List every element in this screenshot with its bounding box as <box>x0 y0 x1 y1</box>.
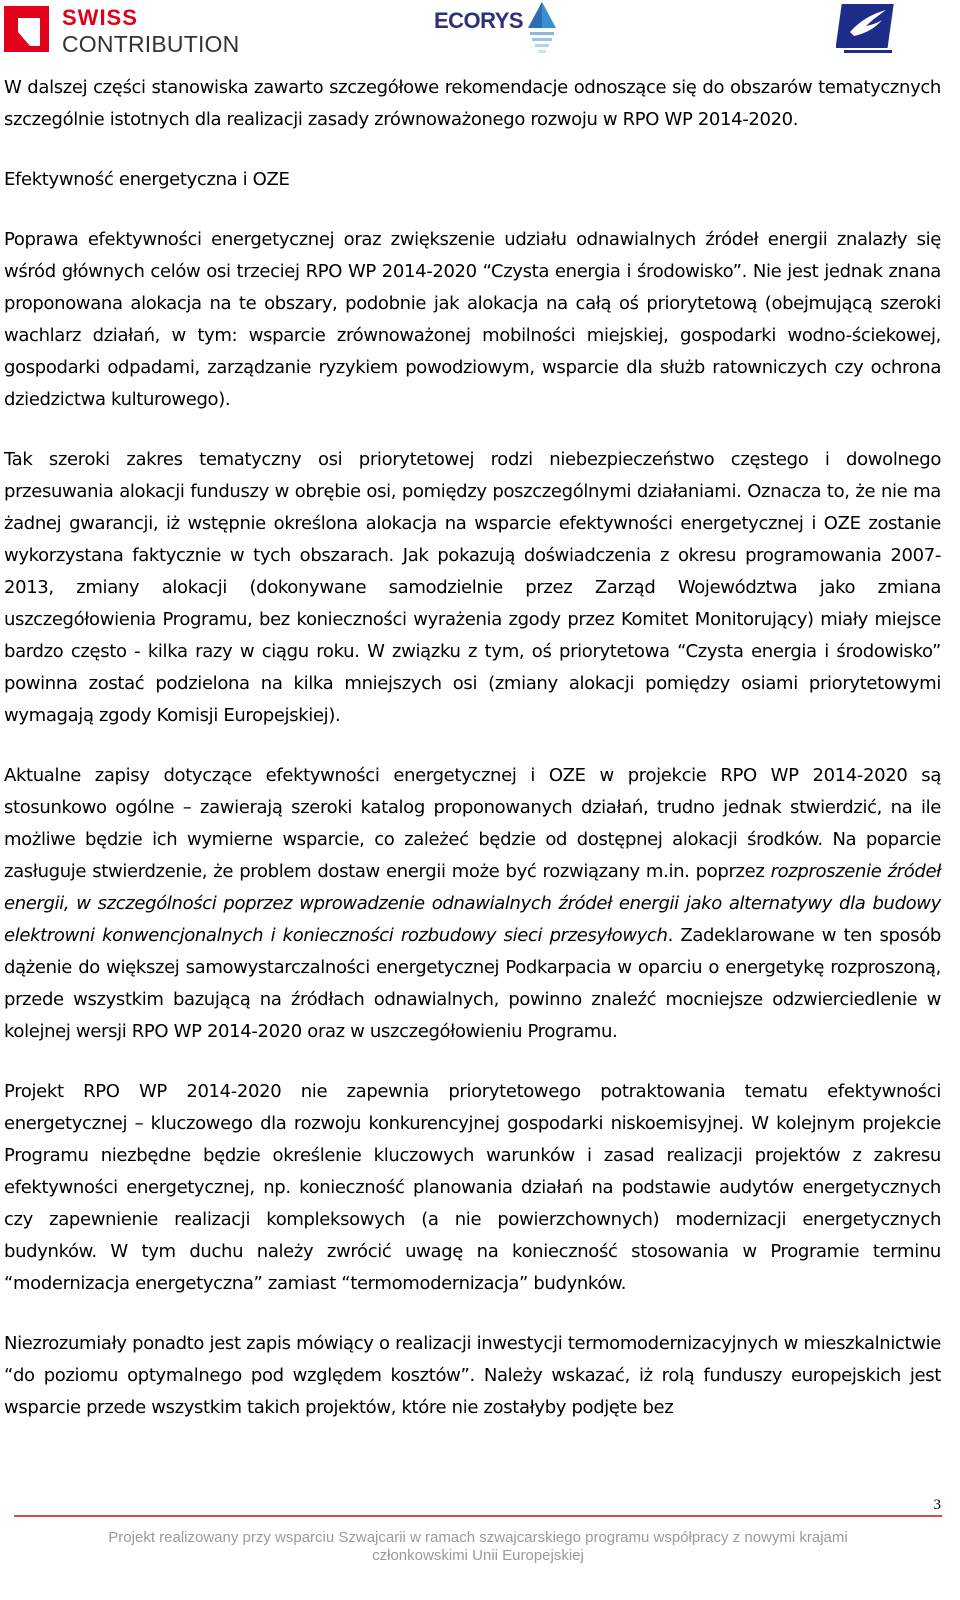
italic-quote: rozproszenie źródeł energii, w szczególności poprzez wprowadzenie odnawialnych źródeł energii jako alternatywy dla budowy elektrowni konwencjonalnych i konieczności rozbudowy sieci przesyłowych <box>4 861 942 946</box>
eurotrening-bird-logo-icon <box>836 2 900 56</box>
section-heading: Efektywność energetyczna i OZE <box>4 169 290 190</box>
paragraph-energy-efficiency: Projekt RPO WP 2014-2020 nie zapewnia priorytetowego potraktowania tematu efektywności energetycznej – kluczowego dla rozwoju konkurencyjnej gospodarki niskoemisyjnej. W kolejnym projekcie Programu niezbędne będzie określenie kluczowych warunków i zasad realizacji projektów z zakresu efektywności energetycznej, np. konieczność planowania działań na podstawie audytów energetycznych czy zapewnienie realizacji kompleksowych (a nie powierzchownych) modernizacji energetycznych budynków. W tym duchu należy zwrócić uwagę na konieczność stosowania w Programie terminu “modernizacja energetyczna” zamiast “termomodernizacja” budynków. <box>4 1081 941 1294</box>
ecorys-logo-text: ECORYS <box>434 8 524 33</box>
document-body <box>4 72 941 1452</box>
footer-note <box>14 1529 942 1565</box>
paragraph-text-end: . Zadeklarowane w ten sposób dążenie do większej samowystarczalności energetycznej Podkarpacia w oparciu o energetykę rozproszoną, przede wszystkim bazującą na źródłach odnawialnych, powinno znaleźć mocniejsze odzwierciedlenie w kolejnej wersji RPO WP 2014-2020 oraz w uszczegółowieniu Programu. <box>4 925 941 1042</box>
footer-line2: członkowskimi Unii Europejskiej <box>372 1547 584 1564</box>
paragraph-allocation: Poprawa efektywności energetycznej oraz zwiększenie udziału odnawialnych źródeł energii znalazły się wśród głównych celów osi trzeciej RPO WP 2014-2020 “Czysta energia i środowisko”. Nie jest jednak znana proponowana alokacja na te obszary, podobnie jak alokacja na całą oś priorytetową (obejmującą szeroki wachlarz działań, w tym: wsparcie zrównoważonej mobilności miejskiej, gospodarki wodno-ściekowej, gospodarki odpadami, zarządzanie ryzykiem powodziowym, wsparcie dla służb ratowniczych czy ochrona dziedzictwa kulturowego). <box>4 229 941 410</box>
paragraph-current-provisions <box>4 760 941 1048</box>
footer-line1: Projekt realizowany przy wsparciu Szwajcarii w ramach szwajcarskiego programu współpracy z nowymi krajami <box>108 1529 848 1546</box>
swiss-contribution-logo <box>4 4 240 57</box>
intro-paragraph: W dalszej części stanowiska zawarto szczegółowe rekomendacje odnoszące się do obszarów tematycznych szczególnie istotnych dla realizacji zasady zrównoważonego rozwoju w RPO WP 2014-2020. <box>4 77 941 130</box>
swiss-logo-line1: SWISS <box>62 5 138 30</box>
paragraph-priority-axis: Tak szeroki zakres tematyczny osi priorytetowej rodzi niebezpieczeństwo częstego i dowolnego przesuwania alokacji funduszy w obrębie osi, pomiędzy poszczególnymi działaniami. Oznacza to, że nie ma żadnej gwarancji, iż wstępnie określona alokacja na wsparcie efektywności energetycznej i OZE zostanie wykorzystana faktycznie w tych obszarach. Jak pokazują doświadczenia z okresu programowania 2007-2013, zmiany alokacji (dokonywane samodzielnie przez Zarząd Województwa jako zmiana uszczegółowienia Programu, bez konieczności wyrażenia zgody przez Komitet Monitorujący) miały miejsce bardzo często - kilka razy w ciągu roku. W związku z tym, oś priorytetowa “Czysta energia i środowisko” powinna zostać podzielona na kilka mniejszych osi (zmiany alokacji pomiędzy osiami priorytetowymi wymagają zgody Komisji Europejskiej). <box>4 449 941 726</box>
footer-divider <box>14 1515 942 1517</box>
page-number: 3 <box>933 1497 941 1513</box>
paragraph-thermomodernization: Niezrozumiały ponadto jest zapis mówiący o realizacji inwestycji termomodernizacyjnych w mieszkalnictwie “do poziomu optymalnego pod względem kosztów”. Należy wskazać, iż rolą funduszy europejskich jest wsparcie przede wszystkim takich projektów, które nie zostałyby podjęte bez <box>4 1333 941 1418</box>
swiss-flag-icon <box>4 6 49 52</box>
page-header <box>0 0 960 62</box>
swiss-logo-line2: CONTRIBUTION <box>62 31 240 57</box>
paragraph-text-start: Aktualne zapisy dotyczące efektywności energetycznej i OZE w projekcie RPO WP 2014-2020 są stosunkowo ogólne – zawierają szeroki katalog proponowanych działań, trudno jednak stwierdzić, na ile możliwe będzie ich wymierne wsparcie, co zależeć będzie od dostępnej alokacji środków. Na poparcie zasługuje stwierdzenie, że problem dostaw energii może być rozwiązany m.in. poprzez <box>4 765 941 882</box>
ecorys-sail-icon <box>526 2 558 56</box>
ecorys-logo <box>434 2 560 54</box>
